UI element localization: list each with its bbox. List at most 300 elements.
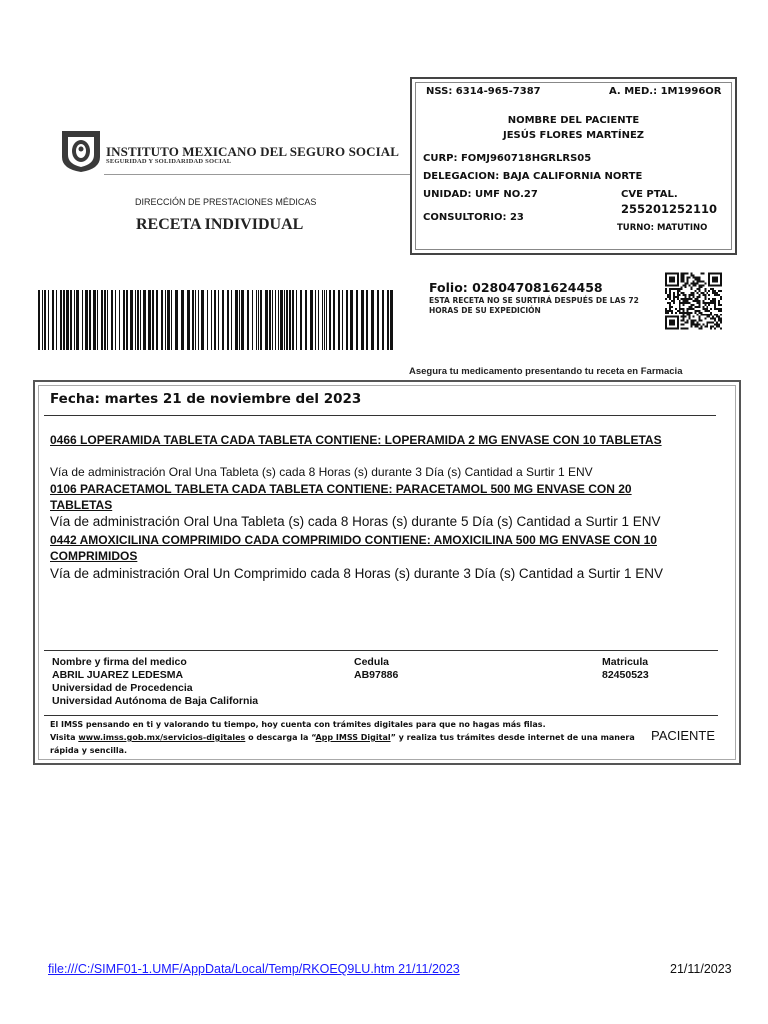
qr-module bbox=[691, 273, 693, 275]
qr-module bbox=[696, 310, 698, 312]
qr-module bbox=[704, 288, 706, 290]
consultorio-field: CONSULTORIO: 23 bbox=[423, 212, 524, 223]
qr-module bbox=[675, 296, 677, 298]
qr-module bbox=[696, 322, 698, 324]
qr-module bbox=[687, 282, 689, 284]
qr-module bbox=[681, 312, 683, 314]
barcode-bar bbox=[89, 290, 91, 350]
universidad-label: Universidad de Procedencia bbox=[52, 682, 193, 694]
barcode-bar bbox=[135, 290, 136, 350]
qr-module bbox=[665, 290, 667, 292]
barcode-bar bbox=[181, 290, 184, 350]
qr-module bbox=[694, 298, 696, 300]
barcode-bar bbox=[137, 290, 139, 350]
barcode-bar bbox=[195, 290, 196, 350]
qr-module bbox=[675, 288, 677, 290]
qr-module bbox=[679, 310, 681, 312]
qr-module bbox=[687, 300, 689, 302]
qr-module bbox=[691, 326, 693, 328]
qr-module bbox=[700, 286, 702, 288]
qr-module bbox=[718, 290, 720, 292]
qr-module bbox=[693, 294, 695, 296]
qr-module bbox=[700, 328, 702, 330]
qr-module bbox=[702, 302, 704, 304]
qr-module bbox=[689, 296, 691, 298]
qr-module bbox=[696, 326, 698, 328]
qr-module bbox=[681, 324, 683, 326]
qr-module bbox=[698, 286, 700, 288]
qr-module bbox=[673, 298, 675, 300]
descarga-text: o descarga la “ bbox=[245, 733, 316, 742]
qr-module bbox=[677, 292, 679, 294]
qr-module bbox=[704, 304, 706, 306]
notice-line bbox=[50, 731, 640, 744]
qr-module bbox=[685, 298, 687, 300]
qr-module bbox=[683, 284, 685, 286]
qr-module bbox=[704, 310, 706, 312]
barcode-bar bbox=[247, 290, 249, 350]
qr-module bbox=[712, 318, 714, 320]
patient-name: JESÚS FLORES MARTÍNEZ bbox=[502, 130, 645, 141]
barcode-bar bbox=[346, 290, 348, 350]
barcode-bar bbox=[296, 290, 297, 350]
qr-module bbox=[710, 308, 712, 310]
qr-module bbox=[683, 302, 685, 304]
qr-module bbox=[685, 284, 687, 286]
barcode-bar bbox=[192, 290, 194, 350]
qr-module bbox=[694, 326, 696, 328]
qr-module bbox=[681, 302, 683, 304]
qr-module bbox=[683, 312, 685, 314]
qr-module bbox=[706, 306, 708, 308]
medication-title: 0442 AMOXICILINA COMPRIMIDO CADA COMPRIMIDO CONTIENE: AMOXICILINA 500 MG ENVASE CON 10 COMPRIMIDOS bbox=[50, 533, 657, 563]
qr-module bbox=[708, 314, 710, 316]
barcode-bar bbox=[104, 290, 106, 350]
qr-module bbox=[689, 314, 691, 316]
qr-module bbox=[681, 308, 683, 310]
qr-module bbox=[710, 318, 712, 320]
qr-module bbox=[708, 290, 710, 292]
medication-instructions: Vía de administración Oral Una Tableta (s) cada 8 Horas (s) durante 5 Día (s) Cantidad a Surtir 1 ENV bbox=[50, 514, 661, 529]
qr-module bbox=[696, 298, 698, 300]
qr-module bbox=[706, 310, 708, 312]
barcode-bar bbox=[70, 290, 72, 350]
qr-module bbox=[718, 316, 720, 318]
qr-module bbox=[685, 273, 687, 275]
qr-module bbox=[706, 326, 708, 328]
imss-services-link[interactable]: www.imss.gob.mx/servicios-digitales bbox=[78, 733, 246, 742]
qr-module bbox=[689, 298, 691, 300]
barcode-bar bbox=[207, 290, 208, 350]
qr-module bbox=[667, 312, 669, 314]
barcode-bar bbox=[44, 290, 46, 350]
qr-module bbox=[669, 296, 671, 298]
barcode-bar bbox=[101, 290, 103, 350]
qr-module bbox=[687, 310, 689, 312]
barcode-image bbox=[38, 290, 394, 350]
qr-module bbox=[712, 316, 714, 318]
qr-module bbox=[696, 302, 698, 304]
qr-module bbox=[720, 298, 722, 300]
medication-instructions: Vía de administración Oral Un Comprimido cada 8 Horas (s) durante 3 Día (s) Cantidad a Surtir 1 ENV bbox=[50, 566, 664, 581]
print-date: 21/11/2023 bbox=[670, 962, 732, 976]
unidad-field: UNIDAD: UMF NO.27 bbox=[423, 189, 538, 200]
qr-module bbox=[706, 316, 708, 318]
qr-module bbox=[683, 308, 685, 310]
qr-module bbox=[712, 302, 714, 304]
barcode-bar bbox=[356, 290, 358, 350]
qr-module bbox=[679, 306, 681, 308]
barcode-bar bbox=[76, 290, 79, 350]
barcode-bar bbox=[140, 290, 141, 350]
barcode-bar bbox=[371, 290, 374, 350]
qr-module bbox=[685, 282, 687, 284]
qr-module bbox=[702, 292, 704, 294]
qr-module bbox=[716, 326, 718, 328]
qr-module bbox=[696, 276, 698, 278]
qr-module bbox=[685, 296, 687, 298]
qr-module bbox=[669, 290, 671, 292]
qr-module bbox=[693, 284, 695, 286]
imss-logo-icon bbox=[60, 127, 102, 173]
qr-module bbox=[685, 316, 687, 318]
qr-module bbox=[716, 294, 718, 296]
qr-module bbox=[681, 276, 683, 278]
qr-module bbox=[681, 292, 683, 294]
qr-module bbox=[681, 273, 683, 275]
qr-module bbox=[706, 314, 708, 316]
barcode-bar bbox=[52, 290, 54, 350]
qr-module bbox=[720, 322, 722, 324]
direction-label: DIRECCIÓN DE PRESTACIONES MÉDICAS bbox=[135, 197, 317, 207]
qr-module bbox=[669, 310, 671, 312]
qr-module bbox=[718, 324, 720, 326]
qr-module bbox=[683, 316, 685, 318]
qr-module bbox=[698, 328, 700, 330]
date-divider bbox=[44, 415, 716, 416]
qr-module bbox=[665, 310, 667, 312]
qr-module bbox=[673, 294, 675, 296]
qr-module bbox=[698, 296, 700, 298]
barcode-bar bbox=[292, 290, 294, 350]
institution-subtitle: SEGURIDAD Y SOLIDARIDAD SOCIAL bbox=[106, 158, 232, 165]
qr-module bbox=[675, 312, 677, 314]
qr-module bbox=[720, 296, 722, 298]
barcode-bar bbox=[48, 290, 49, 350]
footer-divider bbox=[44, 715, 718, 716]
barcode-bar bbox=[382, 290, 384, 350]
qr-module bbox=[714, 314, 716, 316]
qr-module bbox=[718, 320, 720, 322]
barcode-bar bbox=[300, 290, 302, 350]
barcode-bar bbox=[315, 290, 316, 350]
medication-title: 0106 PARACETAMOL TABLETA CADA TABLETA CONTIENE: PARACETAMOL 500 MG ENVASE CON 20 TABLETAS bbox=[50, 482, 632, 512]
turno-field: TURNO: MATUTINO bbox=[617, 223, 708, 233]
qr-module bbox=[716, 324, 718, 326]
qr-module bbox=[696, 306, 698, 308]
qr-module bbox=[698, 310, 700, 312]
qr-module bbox=[669, 288, 671, 290]
qr-module bbox=[708, 322, 710, 324]
qr-module bbox=[700, 320, 702, 322]
qr-module bbox=[702, 324, 704, 326]
qr-module bbox=[689, 316, 691, 318]
qr-module bbox=[718, 326, 720, 328]
qr-module bbox=[673, 292, 675, 294]
qr-module bbox=[683, 274, 685, 276]
barcode-bar bbox=[82, 290, 83, 350]
qr-module bbox=[698, 280, 700, 282]
barcode-bar bbox=[165, 290, 166, 350]
qr-module bbox=[704, 290, 706, 292]
barcode-bar bbox=[111, 290, 113, 350]
qr-module bbox=[720, 308, 722, 310]
qr-module bbox=[694, 290, 696, 292]
qr-module bbox=[694, 278, 696, 280]
qr-module bbox=[691, 286, 693, 288]
qr-module bbox=[704, 298, 706, 300]
qr-module bbox=[679, 300, 681, 302]
barcode-bar bbox=[252, 290, 253, 350]
matricula-label: Matricula bbox=[602, 656, 649, 668]
medico-label: Nombre y firma del medico bbox=[52, 656, 187, 668]
qr-module bbox=[665, 298, 667, 300]
qr-module bbox=[698, 302, 700, 304]
folio-number: Folio: 028047081624458 bbox=[429, 280, 603, 295]
barcode-bar bbox=[272, 290, 273, 350]
qr-module bbox=[681, 328, 683, 330]
qr-module bbox=[693, 308, 695, 310]
qr-module bbox=[693, 274, 695, 276]
qr-module bbox=[700, 280, 702, 282]
cve-label: CVE PTAL. bbox=[621, 189, 678, 200]
qr-module bbox=[665, 292, 667, 294]
barcode-bar bbox=[322, 290, 323, 350]
qr-module bbox=[714, 290, 716, 292]
barcode-bar bbox=[198, 290, 199, 350]
qr-module bbox=[694, 300, 696, 302]
qr-module bbox=[698, 288, 700, 290]
qr-module bbox=[720, 290, 722, 292]
barcode-bar bbox=[241, 290, 244, 350]
visita-text: Visita bbox=[50, 733, 79, 742]
qr-module bbox=[712, 298, 714, 300]
qr-module bbox=[687, 280, 689, 282]
qr-module bbox=[698, 300, 700, 302]
qr-module bbox=[716, 308, 718, 310]
qr-module bbox=[671, 288, 673, 290]
qr-module bbox=[706, 324, 708, 326]
qr-module bbox=[693, 292, 695, 294]
qr-module bbox=[689, 318, 691, 320]
qr-module bbox=[712, 292, 714, 294]
barcode-bar bbox=[66, 290, 69, 350]
qr-module bbox=[683, 300, 685, 302]
barcode-bar bbox=[123, 290, 125, 350]
qr-module bbox=[669, 294, 671, 296]
qr-module bbox=[718, 300, 720, 302]
qr-module bbox=[696, 288, 698, 290]
qr-module bbox=[694, 320, 696, 322]
qr-module bbox=[683, 280, 685, 282]
qr-module bbox=[714, 302, 716, 304]
qr-module bbox=[710, 288, 712, 290]
qr-module bbox=[691, 312, 693, 314]
qr-module bbox=[667, 294, 669, 296]
qr-module bbox=[689, 276, 691, 278]
qr-module bbox=[685, 322, 687, 324]
app-imss-link[interactable]: App IMSS Digital bbox=[315, 733, 391, 742]
barcode-bar bbox=[130, 290, 133, 350]
qr-module bbox=[667, 296, 669, 298]
qr-module bbox=[671, 312, 673, 314]
qr-module bbox=[702, 284, 704, 286]
qr-module bbox=[708, 302, 710, 304]
barcode-bar bbox=[156, 290, 158, 350]
barcode-bar bbox=[361, 290, 364, 350]
qr-module bbox=[669, 292, 671, 294]
qr-module bbox=[696, 282, 698, 284]
qr-module bbox=[665, 312, 667, 314]
qr-module bbox=[693, 304, 695, 306]
qr-module bbox=[689, 312, 691, 314]
qr-module bbox=[718, 308, 720, 310]
qr-module bbox=[683, 314, 685, 316]
qr-module bbox=[696, 280, 698, 282]
barcode-bar bbox=[222, 290, 224, 350]
barcode-bar bbox=[74, 290, 75, 350]
barcode-bar bbox=[38, 290, 40, 350]
patient-name-label: NOMBRE DEL PACIENTE bbox=[507, 115, 640, 126]
qr-module bbox=[679, 290, 681, 292]
barcode-bar bbox=[275, 290, 276, 350]
qr-module bbox=[677, 298, 679, 300]
qr-module bbox=[683, 318, 685, 320]
qr-module bbox=[696, 296, 698, 298]
qr-module bbox=[679, 294, 681, 296]
barcode-bar bbox=[42, 290, 43, 350]
qr-module bbox=[706, 292, 708, 294]
qr-module bbox=[694, 310, 696, 312]
file-path-link[interactable]: file:///C:/SIMF01-1.UMF/AppData/Local/Temp/RKOEQ9LU.htm 21/11/2023 bbox=[48, 962, 460, 976]
qr-module bbox=[714, 292, 716, 294]
barcode-bar bbox=[115, 290, 116, 350]
qr-module bbox=[710, 300, 712, 302]
qr-module bbox=[667, 310, 669, 312]
qr-module bbox=[691, 306, 693, 308]
qr-module bbox=[677, 310, 679, 312]
qr-module bbox=[700, 273, 702, 275]
qr-module bbox=[693, 324, 695, 326]
qr-module bbox=[683, 328, 685, 330]
barcode-bar bbox=[171, 290, 172, 350]
qr-module bbox=[683, 292, 685, 294]
qr-code-icon bbox=[665, 272, 722, 330]
qr-module bbox=[683, 304, 685, 306]
qr-module bbox=[698, 276, 700, 278]
barcode-bar bbox=[97, 290, 98, 350]
qr-module bbox=[702, 273, 704, 275]
barcode-bar bbox=[211, 290, 212, 350]
qr-module bbox=[698, 316, 700, 318]
qr-module bbox=[698, 312, 700, 314]
barcode-bar bbox=[329, 290, 331, 350]
qr-module bbox=[710, 326, 712, 328]
qr-module bbox=[720, 328, 722, 330]
barcode-bar bbox=[175, 290, 178, 350]
qr-module bbox=[716, 322, 718, 324]
qr-module bbox=[702, 280, 704, 282]
qr-module bbox=[712, 326, 714, 328]
qr-module bbox=[700, 284, 702, 286]
qr-module bbox=[720, 304, 722, 306]
barcode-bar bbox=[366, 290, 368, 350]
qr-module bbox=[700, 314, 702, 316]
barcode-bar bbox=[286, 290, 288, 350]
qr-module bbox=[704, 326, 706, 328]
medication-title: 0466 LOPERAMIDA TABLETA CADA TABLETA CONTIENE: LOPERAMIDA 2 MG ENVASE CON 10 TABLETAS bbox=[50, 433, 662, 447]
qr-module bbox=[718, 304, 720, 306]
qr-module bbox=[693, 322, 695, 324]
qr-module bbox=[681, 286, 683, 288]
qr-module bbox=[691, 308, 693, 310]
qr-module bbox=[687, 302, 689, 304]
qr-module bbox=[716, 316, 718, 318]
qr-module bbox=[700, 326, 702, 328]
qr-module bbox=[683, 278, 685, 280]
qr-module bbox=[714, 320, 716, 322]
qr-module bbox=[687, 322, 689, 324]
qr-module bbox=[691, 282, 693, 284]
qr-module bbox=[704, 296, 706, 298]
qr-module bbox=[694, 284, 696, 286]
pharmacy-notice: Asegura tu medicamento presentando tu receta en Farmacia bbox=[409, 366, 683, 377]
barcode-bar bbox=[305, 290, 307, 350]
qr-module bbox=[685, 286, 687, 288]
delegacion-field: DELEGACION: BAJA CALIFORNIA NORTE bbox=[423, 171, 643, 182]
cve-value: 255201252110 bbox=[621, 202, 718, 216]
qr-module bbox=[698, 278, 700, 280]
qr-module bbox=[704, 318, 706, 320]
qr-module bbox=[710, 314, 712, 316]
qr-module bbox=[714, 304, 716, 306]
barcode-bar bbox=[377, 290, 379, 350]
prescription-date: Fecha: martes 21 de noviembre del 2023 bbox=[50, 391, 362, 407]
barcode-bar bbox=[143, 290, 146, 350]
qr-module bbox=[679, 312, 681, 314]
qr-module bbox=[712, 300, 714, 302]
qr-module bbox=[683, 294, 685, 296]
barcode-bar bbox=[167, 290, 170, 350]
qr-module bbox=[687, 320, 689, 322]
qr-module bbox=[716, 314, 718, 316]
qr-module bbox=[691, 292, 693, 294]
qr-module bbox=[704, 282, 706, 284]
qr-module bbox=[665, 308, 667, 310]
barcode-bar bbox=[126, 290, 128, 350]
qr-module bbox=[687, 273, 689, 275]
folio-expiry-note: ESTA RECETA NO SE SURTIRÁ DESPUÉS DE LAS 72 HORAS DE SU EXPEDICIÓN bbox=[429, 296, 639, 315]
qr-module bbox=[685, 302, 687, 304]
barcode-bar bbox=[324, 290, 325, 350]
qr-module bbox=[687, 308, 689, 310]
qr-module bbox=[718, 294, 720, 296]
barcode-bar bbox=[85, 290, 88, 350]
barcode-bar bbox=[318, 290, 319, 350]
qr-module bbox=[693, 282, 695, 284]
qr-module bbox=[679, 308, 681, 310]
qr-module bbox=[691, 298, 693, 300]
